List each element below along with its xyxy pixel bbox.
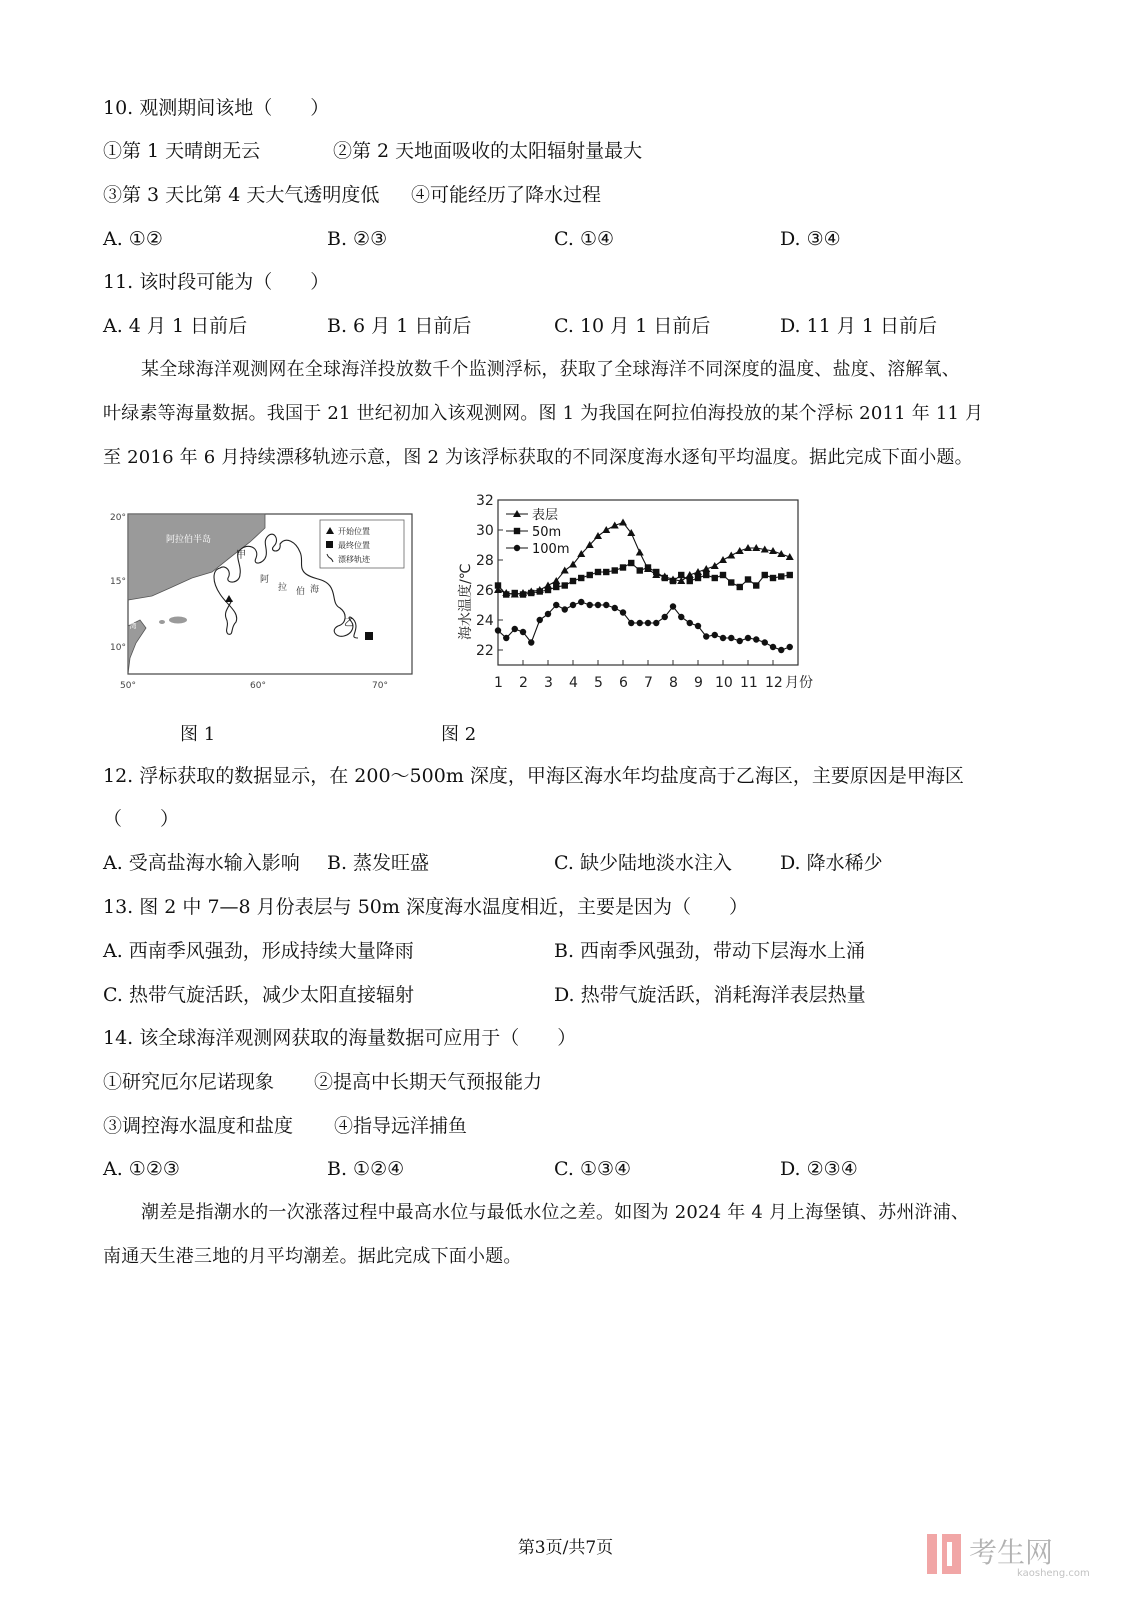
q11-stem: 11. 该时段可能为（ ） [103, 271, 330, 293]
q14-stem: 14. 该全球海洋观测网获取的海量数据可应用于（ ） [103, 1027, 577, 1049]
chart-y-tick-label: 30 [476, 523, 494, 539]
q11-option-d: D. 11 月 1 日前后 [780, 315, 938, 337]
q14-option-c: C. ①③④ [554, 1158, 632, 1180]
data-point-100m [737, 638, 743, 644]
data-point-100m [728, 635, 734, 641]
sea-char-3: 伯 [296, 587, 306, 597]
q14-option-b: B. ①②④ [327, 1158, 405, 1180]
data-point-50m [737, 584, 743, 590]
data-point-50m [570, 578, 576, 584]
data-point-100m [503, 635, 509, 641]
legend-marker-50m [514, 528, 520, 534]
q12-option-b: B. 蒸发旺盛 [327, 852, 430, 874]
gulf-label-vertical [129, 608, 137, 630]
data-point-50m [512, 590, 518, 596]
lat-20: 20° [110, 513, 126, 523]
legend-end-label: 最终位置 [338, 541, 370, 550]
legend-end-symbol [326, 541, 333, 548]
data-point-50m [778, 573, 784, 579]
end-position-marker [365, 632, 373, 640]
passage1-line3: 至 2016 年 6 月持续漂移轨迹示意，图 2 为该浮标获取的不同深度海水逐旬平均温度。据此完成下面小题。 [103, 447, 973, 468]
jia-label: 甲 [236, 550, 246, 561]
data-point-50m [703, 572, 709, 578]
data-point-100m [570, 602, 576, 608]
q12-option-a: A. 受高盐海水输入影响 [103, 852, 300, 874]
kaosheng-watermark-logo [925, 1528, 1120, 1580]
q11-option-b: B. 6 月 1 日前后 [327, 315, 472, 337]
chart-x-tick-label: 3 [544, 675, 553, 691]
data-point-100m [778, 647, 784, 653]
data-point-50m [662, 575, 668, 581]
data-point-100m [762, 639, 768, 645]
q10-statement-4: ④可能经历了降水过程 [411, 184, 602, 206]
data-point-100m [720, 635, 726, 641]
data-point-100m [603, 602, 609, 608]
chart-x-tick-label: 2 [519, 675, 528, 691]
page-footer: 第3页/共7页 [517, 1538, 614, 1558]
data-point-50m [712, 575, 718, 581]
data-point-50m [745, 576, 751, 582]
q14-option-d: D. ②③④ [780, 1158, 858, 1180]
chart-x-tick-label: 8 [669, 675, 678, 691]
data-point-50m [678, 572, 684, 578]
q13-stem: 13. 图 2 中 7—8 月份表层与 50m 深度海水温度相近，主要是因为（ ） [103, 896, 748, 918]
data-point-100m [495, 627, 501, 633]
q10-statement-3: ③第 3 天比第 4 天大气透明度低 [103, 184, 380, 206]
data-point-50m [578, 575, 584, 581]
chart-x-tick-label: 5 [594, 675, 603, 691]
q10-option-c: C. ①④ [554, 228, 615, 250]
data-point-100m [712, 632, 718, 638]
passage2-line2: 南通天生港三地的月平均潮差。据此完成下面小题。 [103, 1246, 522, 1267]
data-point-100m [545, 611, 551, 617]
lat-10: 10° [110, 643, 126, 653]
data-point-50m [612, 567, 618, 573]
q12-option-c: C. 缺少陆地淡水注入 [554, 852, 732, 874]
figure2-temperature-chart [448, 490, 828, 695]
q14-statement-3: ③调控海水温度和盐度 [103, 1115, 294, 1137]
small-island [159, 620, 165, 624]
data-point-50m [653, 569, 659, 575]
chart-y-axis-label: 海水温度/℃ [458, 563, 474, 640]
q12-paren: （ ） [103, 808, 180, 830]
sea-char-4: 海 [310, 585, 320, 595]
data-point-50m [728, 579, 734, 585]
chart-x-tick-label: 1 [494, 675, 503, 691]
q11-option-a: A. 4 月 1 日前后 [103, 315, 248, 337]
q10-statement-1: ①第 1 天晴朗无云 [103, 140, 261, 162]
chart-y-tick-label: 26 [476, 583, 494, 599]
data-point-50m [562, 582, 568, 588]
q10-option-b: B. ②③ [327, 228, 388, 250]
data-point-100m [595, 602, 601, 608]
chart-x-tick-label: 10 [715, 675, 733, 691]
data-point-100m [562, 606, 568, 612]
data-point-100m [520, 629, 526, 635]
chart-x-tick-label: 7 [644, 675, 653, 691]
logo-mark [927, 1534, 961, 1574]
lat-15: 15° [110, 577, 126, 587]
data-point-50m [587, 572, 593, 578]
data-point-50m [762, 572, 768, 578]
data-point-100m [753, 636, 759, 642]
data-point-50m [495, 582, 501, 588]
chart-x-tick-label: 9 [694, 675, 703, 691]
q14-option-a: A. ①②③ [103, 1158, 180, 1180]
data-point-100m [662, 614, 668, 620]
figure2-caption: 图 2 [441, 724, 477, 745]
data-point-100m [578, 599, 584, 605]
passage1-line1: 某全球海洋观测网在全球海洋投放数千个监测浮标，获取了全球海洋不同深度的温度、盐度、溶解氧、 [141, 359, 960, 380]
data-point-50m [687, 578, 693, 584]
q14-statement-2: ②提高中长期天气预报能力 [314, 1071, 543, 1093]
q11-option-c: C. 10 月 1 日前后 [554, 315, 711, 337]
q13-option-b: B. 西南季风强劲，带动下层海水上涌 [554, 940, 866, 962]
chart-y-tick-label: 32 [476, 493, 494, 509]
data-point-50m [628, 560, 634, 566]
yi-label: 乙 [344, 618, 354, 629]
sea-char-2: 拉 [278, 583, 288, 593]
data-point-50m [770, 575, 776, 581]
data-point-100m [553, 602, 559, 608]
sea-char-1: 阿 [260, 575, 270, 585]
legend-label-表层: 表层 [532, 508, 559, 523]
data-point-100m [612, 605, 618, 611]
q13-option-c: C. 热带气旋活跃，减少太阳直接辐射 [103, 984, 414, 1006]
data-point-100m [703, 633, 709, 639]
data-point-50m [670, 578, 676, 584]
data-point-100m [678, 614, 684, 620]
gulf-label: 亚丁湾 [129, 608, 137, 629]
data-point-50m [695, 575, 701, 581]
data-point-50m [595, 569, 601, 575]
data-point-50m [787, 572, 793, 578]
data-point-100m [687, 620, 693, 626]
passage1-line2: 叶绿素等海量数据。我国于 21 世纪初加入该观测网。图 1 为我国在阿拉伯海投放的某个浮标 2011 年 11 月 [103, 403, 984, 424]
data-point-100m [620, 609, 626, 615]
legend-track-label: 漂移轨迹 [338, 555, 370, 564]
data-point-50m [720, 572, 726, 578]
data-point-100m [628, 620, 634, 626]
data-point-100m [745, 635, 751, 641]
q14-statement-1: ①研究厄尔尼诺现象 [103, 1071, 275, 1093]
figure1-caption: 图 1 [180, 724, 216, 745]
data-point-50m [537, 588, 543, 594]
data-point-50m [637, 567, 643, 573]
data-point-50m [645, 564, 651, 570]
q10-stem: 10. 观测期间该地（ ） [103, 97, 330, 119]
data-point-100m [695, 623, 701, 629]
data-point-100m [653, 620, 659, 626]
legend-start-label: 开始位置 [338, 527, 370, 536]
data-point-50m [545, 587, 551, 593]
data-point-50m [603, 569, 609, 575]
data-point-50m [753, 582, 759, 588]
chart-x-axis-label: 月份 [785, 675, 813, 691]
data-point-100m [587, 602, 593, 608]
chart-y-tick-label: 24 [476, 613, 494, 629]
data-point-100m [770, 644, 776, 650]
logo-brand: 考生网 [969, 1536, 1054, 1569]
chart-x-tick-label: 4 [569, 675, 578, 691]
chart-y-tick-label: 28 [476, 553, 494, 569]
chart-x-tick-label: 6 [619, 675, 628, 691]
data-point-100m [528, 639, 534, 645]
data-point-100m [670, 603, 676, 609]
legend-label-50m: 50m [532, 525, 562, 540]
data-point-100m [512, 626, 518, 632]
legend-marker-100m [514, 545, 520, 551]
data-point-50m [503, 591, 509, 597]
data-point-100m [537, 617, 543, 623]
q10-statement-2: ②第 2 天地面吸收的太阳辐射量最大 [333, 140, 643, 162]
chart-x-tick-label: 12 [765, 675, 783, 691]
lon-50: 50° [120, 681, 136, 691]
q12-option-d: D. 降水稀少 [780, 852, 883, 874]
figure1-map [100, 508, 420, 693]
q10-option-d: D. ③④ [780, 228, 841, 250]
data-point-100m [637, 620, 643, 626]
data-point-50m [553, 584, 559, 590]
lon-60: 60° [250, 681, 266, 691]
lon-70: 70° [372, 681, 388, 691]
peninsula-label: 阿拉伯半岛 [166, 535, 212, 545]
data-point-50m [520, 591, 526, 597]
data-point-50m [528, 590, 534, 596]
q10-option-a: A. ①② [103, 228, 163, 250]
data-point-100m [645, 620, 651, 626]
q14-statement-4: ④指导远洋捕鱼 [334, 1115, 468, 1137]
data-point-50m [620, 564, 626, 570]
socotra-island [169, 617, 187, 624]
logo-url: kaosheng.com [1017, 1568, 1090, 1579]
legend-label-100m: 100m [532, 542, 570, 557]
chart-x-tick-label: 11 [740, 675, 758, 691]
q13-option-a: A. 西南季风强劲，形成持续大量降雨 [103, 940, 414, 962]
chart-y-tick-label: 22 [476, 643, 494, 659]
data-point-100m [787, 644, 793, 650]
q12-stem: 12. 浮标获取的数据显示，在 200～500m 深度，甲海区海水年均盐度高于乙海区，主要原因是甲海区 [103, 765, 964, 787]
q13-option-d: D. 热带气旋活跃，消耗海洋表层热量 [554, 984, 866, 1006]
passage2-line1: 潮差是指潮水的一次涨落过程中最高水位与最低水位之差。如图为 2024 年 4 月上海堡镇、苏州浒浦、 [141, 1202, 970, 1223]
